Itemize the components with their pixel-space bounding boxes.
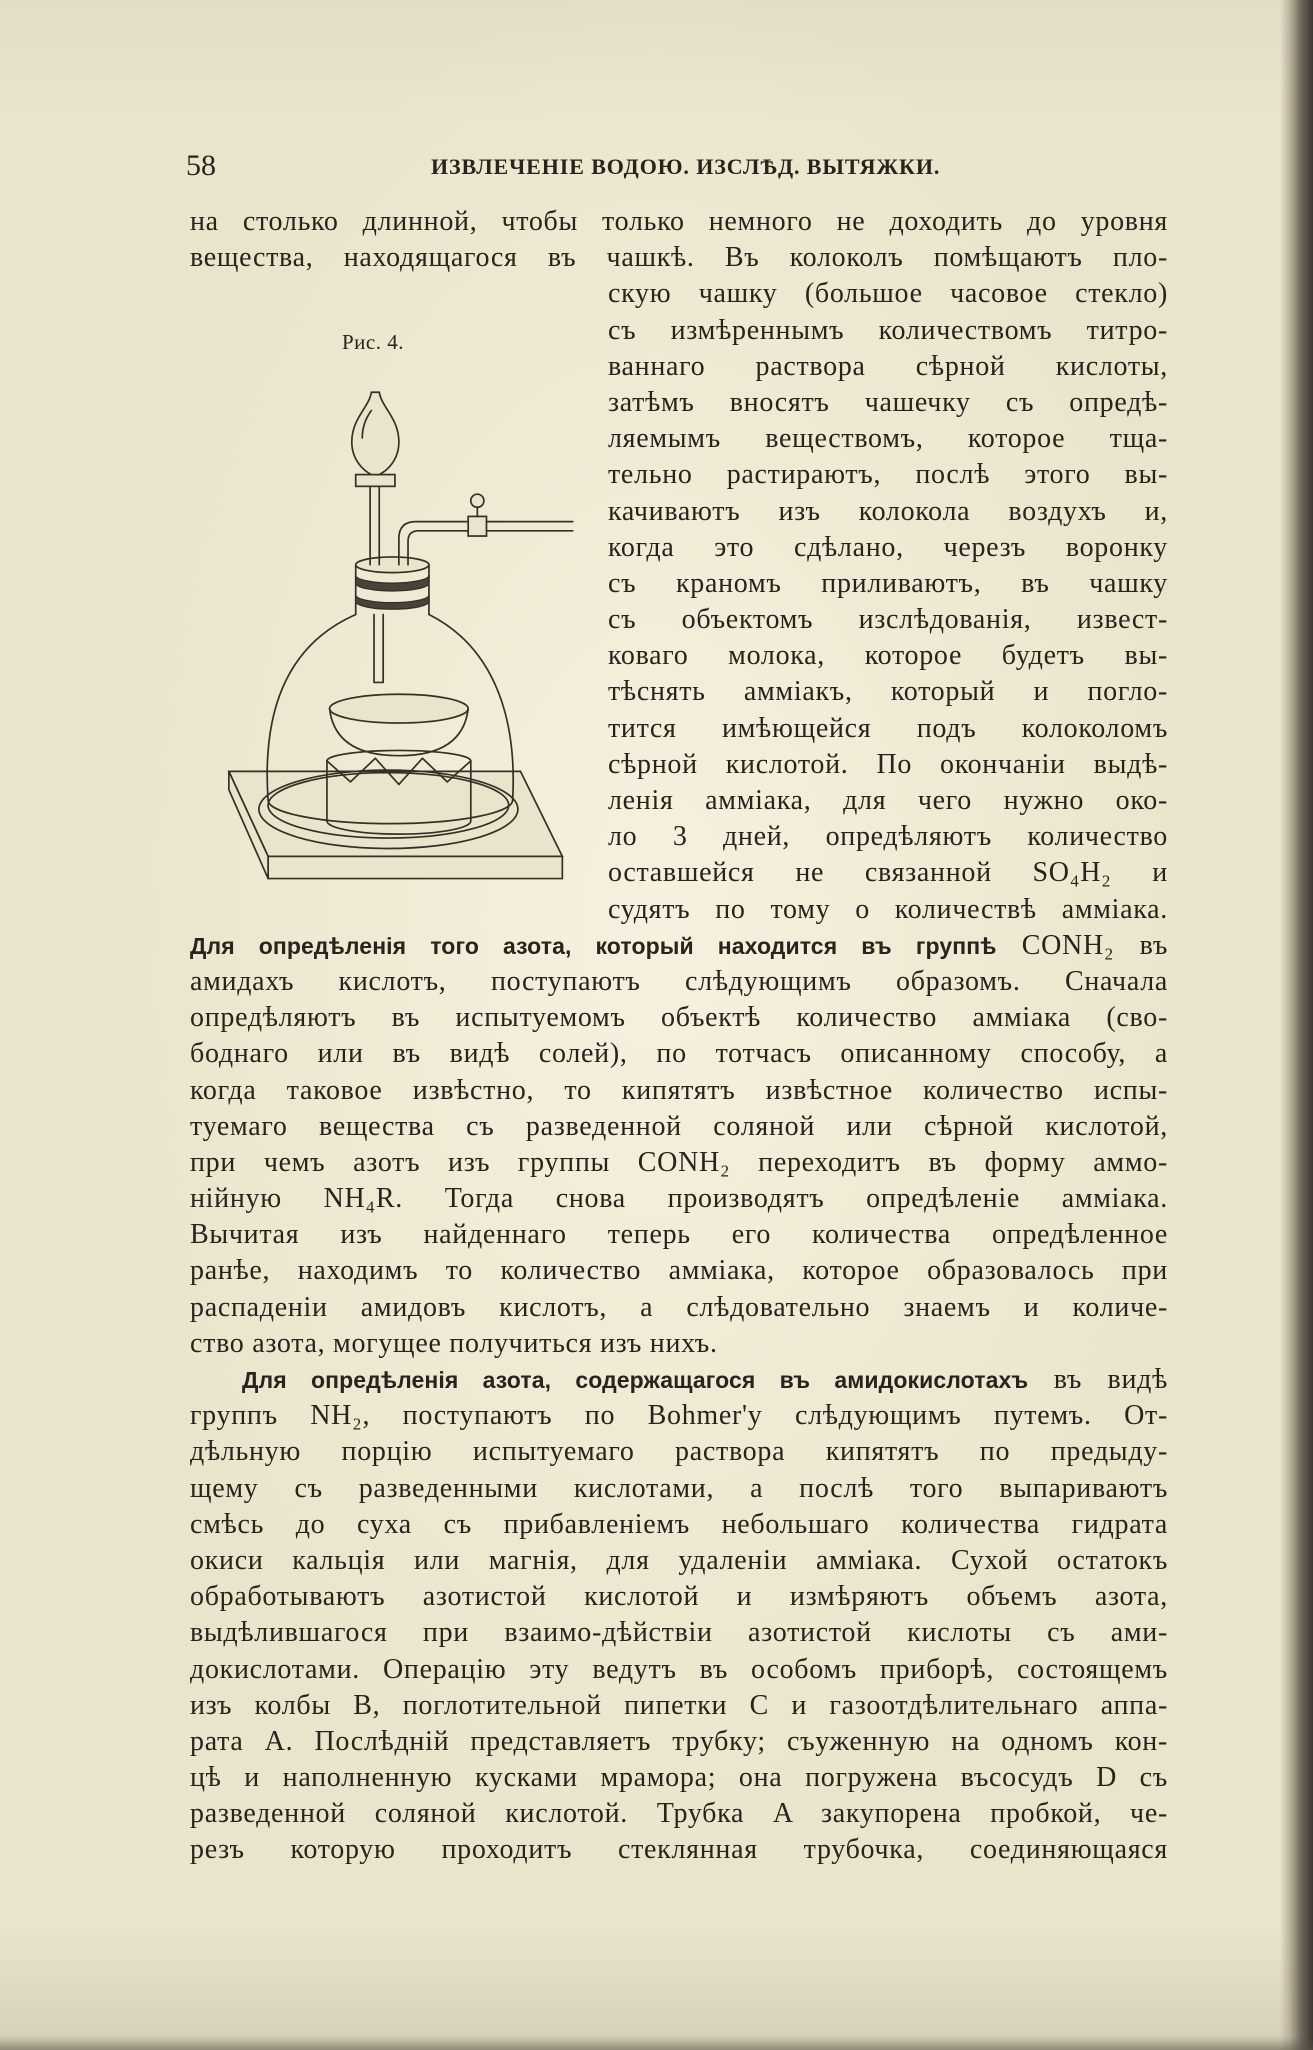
line-rest: въ видѣ	[1053, 1364, 1169, 1395]
text-line: резъ которую проходитъ стеклянная трубочка, соединяющаяся	[190, 1834, 1168, 1866]
bold-lead: Для опредѣленія азота, содержащагося въ амидокислотахъ	[242, 1367, 1029, 1393]
text-line: ло 3 дней, опредѣляютъ количество	[608, 821, 1168, 853]
text-line: ленія амміака, для чего нужно око-	[608, 785, 1168, 816]
text-line: изъ колбы B, поглотительной пипетки C и газоотдѣлительнаго аппа-	[190, 1689, 1168, 1721]
text-line: щему съ разведенными кислотами, а послѣ того выпариваютъ	[190, 1472, 1168, 1504]
text-line	[190, 1362, 1168, 1398]
text-line: ваннаго раствора сѣрной кислоты,	[608, 350, 1168, 382]
body-text	[190, 204, 1168, 1869]
line-rest: CONH₂ въ	[1021, 929, 1168, 961]
text-line: смѣсь до суха съ прибавленіемъ небольшаго количества гидрата	[190, 1508, 1168, 1540]
text-line: окиси кальція или магнія, для удаленіи амміака. Сухой остатокъ	[190, 1544, 1168, 1576]
scan-bottom-edge	[0, 2036, 1313, 2050]
text-line: обработываютъ азотистой кислотой и измѣряютъ объемъ азота,	[190, 1581, 1168, 1613]
text-line: опредѣляютъ въ испытуемомъ объектѣ количество амміака (сво-	[190, 1002, 1168, 1034]
text-line: ранѣе, находимъ то количество амміака, которое образовалось при	[190, 1255, 1168, 1287]
scan-edge-shadow	[1280, 0, 1313, 2050]
text-line: докислотами. Операцію эту ведутъ въ особомъ приборѣ, состоящемъ	[190, 1653, 1168, 1685]
text-line: группъ NH₂, поступаютъ по Bohmer'у слѣдующимъ путемъ. От-	[190, 1400, 1168, 1432]
text-line: амидахъ кислотъ, поступаютъ слѣдующимъ образомъ. Сначала	[190, 965, 1168, 997]
text-line: коваго молока, которое будетъ вы-	[608, 640, 1168, 672]
text-line: оставшейся не связанной SO₄H₂ и	[608, 857, 1168, 889]
text-line: когда это сдѣлано, черезъ воронку	[608, 531, 1168, 563]
paragraph	[190, 928, 1168, 1362]
text-line: судятъ по тому о количествѣ амміака.	[608, 893, 1168, 925]
text-line: съ краномъ приливаютъ, въ чашку	[608, 567, 1168, 599]
text-line: выдѣлившагося при взаимо-дѣйствіи азотистой кислоты съ ами-	[190, 1617, 1168, 1649]
text-line: при чемъ азотъ изъ группы CONH₂ переходитъ въ форму аммо-	[190, 1146, 1168, 1178]
page-number: 58	[186, 149, 216, 182]
text-line: боднаго или въ видѣ солей), по тотчасъ описанному способу, а	[190, 1038, 1168, 1070]
running-title: ИЗВЛЕЧЕНІЕ ВОДОЮ. ИЗСЛѢД. ВЫТЯЖКИ.	[431, 154, 941, 179]
text-line: съ измѣреннымъ количествомъ титро-	[608, 314, 1168, 346]
text-line: нійную NH₄R. Тогда снова производятъ опредѣленіе амміака.	[190, 1183, 1168, 1215]
text-line: цѣ и наполненную кусками мрамора; она погружена въсосудъ D съ	[190, 1762, 1168, 1794]
text-line: распаденіи амидовъ кислотъ, а слѣдовательно знаемъ и количе-	[190, 1291, 1168, 1323]
text-line: дѣльную порцію испытуемаго раствора кипятятъ по предыду-	[190, 1436, 1168, 1468]
text-line: скую чашку (большое часовое стекло)	[608, 278, 1168, 310]
text-line: тѣснять амміакъ, который и погло-	[608, 676, 1168, 708]
text-line: разведенной соляной кислотой. Трубка A закупорена пробкой, че-	[190, 1798, 1168, 1830]
text-line: тится имѣющейся подъ колоколомъ	[608, 712, 1168, 744]
text-line	[190, 928, 1168, 964]
text-line: съ объектомъ изслѣдованія, извест-	[608, 604, 1168, 636]
text-line: качиваютъ изъ колокола воздухъ и,	[608, 495, 1168, 527]
text-line: когда таковое извѣстно, то кипятятъ извѣстное количество испы-	[190, 1074, 1168, 1106]
text-line: рата A. Послѣдній представляетъ трубку; съуженную на одномъ кон-	[190, 1725, 1168, 1757]
paragraph	[190, 204, 1168, 928]
paragraph	[190, 1362, 1168, 1869]
text-line: на столько длинной, чтобы только немного не доходить до уровня	[190, 206, 1168, 237]
text-line: сѣрной кислотой. По окончаніи выдѣ-	[608, 748, 1168, 780]
text-line: ство азота, могущее получиться изъ нихъ.	[190, 1327, 718, 1359]
figure-caption: Рис. 4.	[342, 330, 404, 354]
text-line: ляемымъ веществомъ, которое тща-	[608, 423, 1168, 455]
text-line: тельно растираютъ, послѣ этого вы-	[608, 459, 1168, 491]
text-line: затѣмъ вносятъ чашечку съ опредѣ-	[608, 386, 1168, 418]
bold-lead: Для опредѣленія того азота, который находится въ группѣ	[190, 932, 997, 959]
text-line: туемаго вещества съ разведенной соляной или сѣрной кислотой,	[190, 1110, 1168, 1142]
text-line: вещества, находящагося въ чашкѣ. Въ колоколъ помѣщаютъ пло-	[190, 242, 1168, 274]
text-line: Вычитая изъ найденнаго теперь его количества опредѣленное	[190, 1219, 1168, 1251]
